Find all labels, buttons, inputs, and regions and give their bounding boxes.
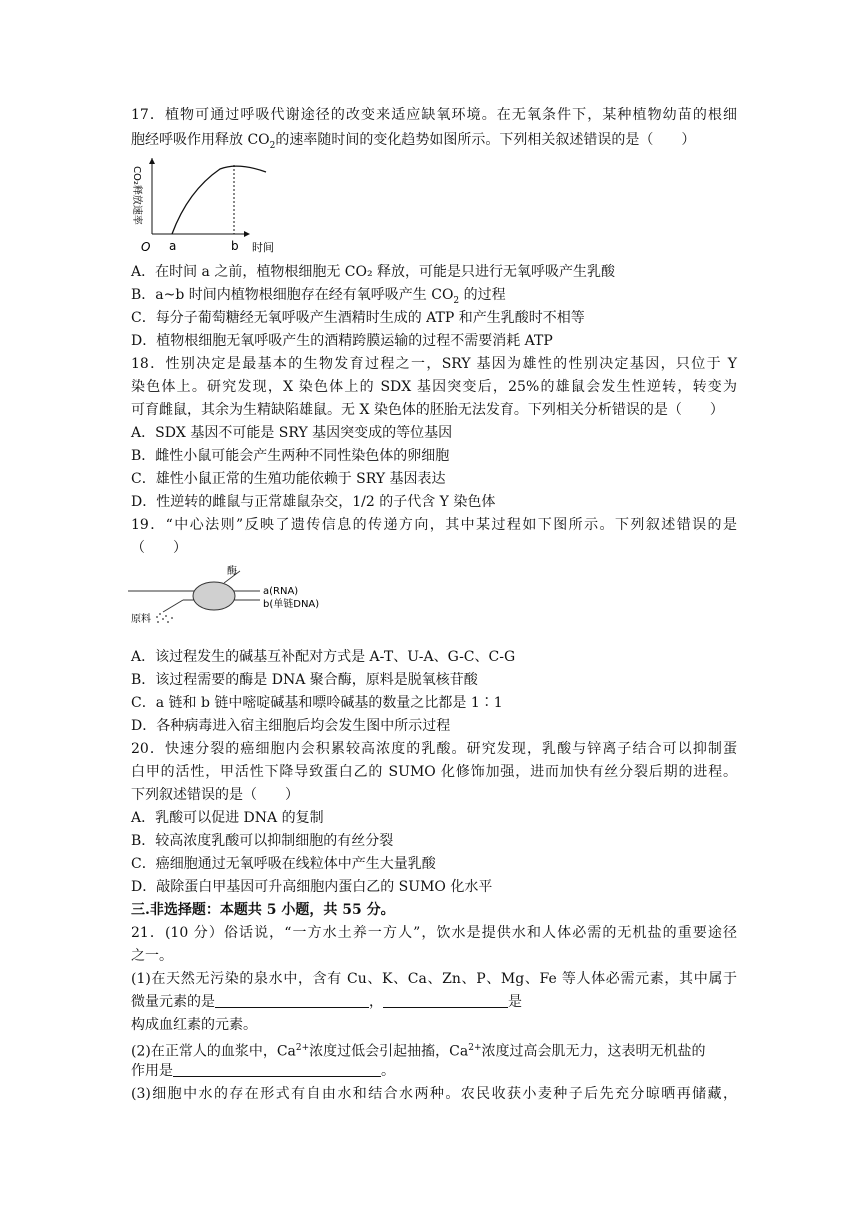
q18-option-b: B．雌性小鼠可能会产生两种不同性染色体的卵细胞 [131,448,450,464]
q20-option-b: B．较高浓度乳酸可以抑制细胞的有丝分裂 [131,833,394,849]
q18-option-c: C．雄性小鼠正常的生殖功能依赖于 SRY 基因表达 [131,471,446,487]
q17-x-axis-arrow [244,231,250,237]
q19-option-a: A．该过程发生的碱基互补配对方式是 A-T、U-A、G-C、C-G [131,649,516,665]
q17-tick-b: b [231,239,239,253]
q18-stem-line1: 18．性别决定是最基本的生物发育过程之一，SRY 基因为雄性的性别决定基因，只位于 Y [131,356,737,372]
q21-answer-blank-1[interactable] [215,993,369,1008]
q17-chart [128,156,288,260]
q21-part2-line1: (2)在正常人的血浆中，$Ca^{2+}$浓度过低会引起抽搐，$Ca^{2+}$浓度过高会肌无力，这表明无机盐的 [131,1043,706,1060]
q17-y-axis-label [131,166,144,225]
q21-stem-line2: 之一。 [131,948,173,964]
q17-stem-line2: 胞经呼吸作用释放 $CO_2$的速率随时间的变化趋势如图所示。下列相关叙述错误的是（ ） [131,132,696,151]
q17-option-b: B．a~b 时间内植物根细胞存在经有氧呼吸产生 $CO_2$ 的过程 [131,287,506,306]
q19-material-label: 原料 [131,614,151,625]
q21-answer-blank-2[interactable] [383,993,508,1008]
q19-strand-b-tail [163,600,183,612]
q20-option-a: A．乳酸可以促进 DNA 的复制 [131,810,324,826]
q19-strand-b-label: b(单链DNA) [263,599,320,610]
q19-enzyme-label: 酶 [227,566,237,577]
svg-text:CO₂释放速率: CO₂释放速率 [131,166,142,225]
q18-stem-line2: 染色体上。研究发现，X 染色体上的 SDX 基因突变后，25%的雄鼠会发生性逆转，转变为 [131,379,737,395]
q21-part3-line1: (3)细胞中水的存在形式有自由水和结合水两种。农民收获小麦种子后先充分晾晒再储藏， [131,1086,737,1102]
q17-tick-a: a [169,239,177,253]
q18-option-d: D．性逆转的雌鼠与正常雄鼠杂交，1/2 的子代含 Y 染色体 [131,494,496,510]
q19-option-b: B．该过程需要的酶是 DNA 聚合酶，原料是脱氧核苷酸 [131,672,478,688]
q19-strand-a-label: a(RNA) [263,586,299,597]
q19-stem-line1: 19．“中心法则”反映了遗传信息的传递方向，其中某过程如下图所示。下列叙述错误的是 [131,517,737,533]
q17-rate-curve [172,166,266,234]
q19-option-d: D．各种病毒进入宿主细胞后均会发生图中所示过程 [131,718,451,734]
section-3-heading: 三.非选择题：本题共 5 小题，共 55 分。 [131,902,395,918]
q17-stem-line1: 17．植物可通过呼吸代谢途径的改变来适应缺氧环境。在无氧条件下，某种植物幼苗的根细 [131,107,737,123]
q20-option-c: C．癌细胞通过无氧呼吸在线粒体中产生大量乳酸 [131,856,436,872]
q19-raw-material-dots [156,613,173,623]
q19-option-c: C．a 链和 b 链中嘧啶碱基和嘌呤碱基的数量之比都是 1∶1 [131,695,503,711]
q20-stem-line2: 白甲的活性，甲活性下降导致蛋白乙的 SUMO 化修饰加强，进而加快有丝分裂后期的进程。 [131,764,737,780]
q21-part2-line2: 作用是 。 [131,1063,395,1079]
q21-part1-line2: 微量元素的是 ， 是 [131,994,522,1010]
q21-answer-blank-3[interactable] [173,1062,381,1077]
q17-x-axis-label: 时间 [252,241,274,254]
q17-option-c: C．每分子葡萄糖经无氧呼吸产生酒精时生成的 ATP 和产生乳酸时不相等 [131,310,585,326]
q17-origin-label: O [141,240,151,254]
q17-y-axis-arrow [149,158,155,164]
q21-stem-line1: 21．(10 分）俗话说，“一方水土养一方人”，饮水是提供水和人体必需的无机盐的重要途径 [131,925,737,941]
q21-part1-line3: 构成血红素的元素。 [131,1017,257,1033]
q20-option-d: D．敲除蛋白甲基因可升高细胞内蛋白乙的 SUMO 化水平 [131,879,493,895]
q19-stem-line2: （ ） [131,540,187,556]
q20-stem-line3: 下列叙述错误的是（ ） [131,787,299,803]
q19-enzyme-shape [193,582,235,610]
q19-diagram [128,562,348,632]
q18-option-a: A．SDX 基因不可能是 SRY 基因突变成的等位基因 [131,425,453,441]
q20-stem-line1: 20．快速分裂的癌细胞内会积累较高浓度的乳酸。研究发现，乳酸与锌离子结合可以抑制蛋 [131,741,737,757]
q17-option-a: A．在时间 a 之前，植物根细胞无 CO₂ 释放，可能是只进行无氧呼吸产生乳酸 [131,264,616,280]
q18-stem-line3: 可育雌鼠，其余为生精缺陷雄鼠。无 X 染色体的胚胎无法发育。下列相关分析错误的是（ ） [131,402,724,418]
q17-option-d: D．植物根细胞无氧呼吸产生的酒精跨膜运输的过程不需要消耗 ATP [131,333,553,349]
q21-part1-line1: (1)在天然无污染的泉水中，含有 Cu、K、Ca、Zn、P、Mg、Fe 等人体必需元素，其中属于 [131,971,737,987]
